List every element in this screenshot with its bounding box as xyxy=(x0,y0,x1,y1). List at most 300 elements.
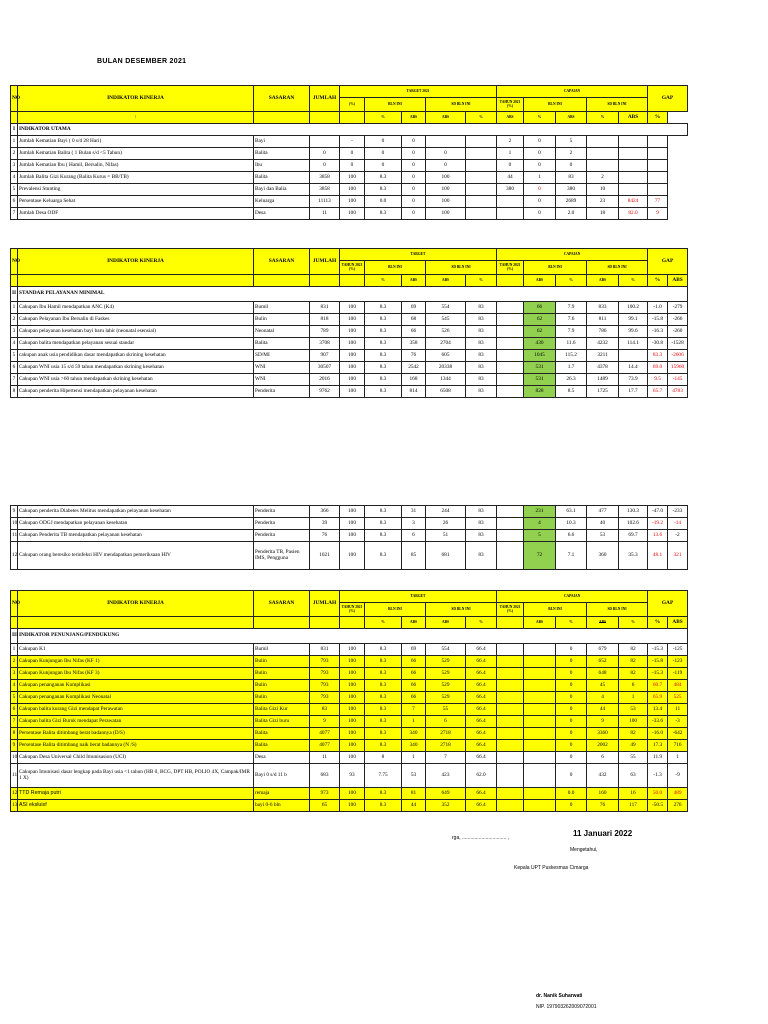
cell-0: 6 xyxy=(11,196,18,208)
cell-13: 114.1 xyxy=(619,338,648,350)
cell-10 xyxy=(524,752,556,764)
cell-7: 2718 xyxy=(426,728,466,740)
hdr-jumlah: JUMLAH xyxy=(310,86,340,112)
cell-3: 831 xyxy=(310,644,340,656)
cell-9 xyxy=(497,196,524,208)
mengetahui-label: Mengetahui, xyxy=(570,847,598,853)
cell-4: 100 xyxy=(340,752,365,764)
cell-2: Bumil xyxy=(254,302,310,314)
cell-7: 352 xyxy=(426,800,466,812)
cell-1: TTD Remaja putri xyxy=(18,788,254,800)
hdr-gap-abs: ABS xyxy=(619,112,648,124)
cell-15: 11 xyxy=(668,704,688,716)
cell-10: 1045 xyxy=(524,350,556,362)
cell-7: 529 xyxy=(426,656,466,668)
cell-0: 7 xyxy=(11,208,18,220)
cell-11: 83 xyxy=(556,172,587,184)
cell-5: 8.3 xyxy=(365,692,402,704)
cell-13: 63 xyxy=(619,764,648,788)
cell-15: -123 xyxy=(668,656,688,668)
cell-7: 0 xyxy=(426,160,466,172)
hdr-jumlah: JUMLAH xyxy=(310,591,340,617)
cell-9 xyxy=(497,728,524,740)
kepala-label: Kepala UPT Puskesmas Cimarga xyxy=(514,865,589,871)
cell-15: -125 xyxy=(668,644,688,656)
cell-11: 0 xyxy=(556,644,587,656)
cell-8: 83 xyxy=(466,518,497,530)
cell-1: Cakupan Ibu Hamil mendapatkan ANC (K4) xyxy=(18,302,254,314)
cell-0: 4 xyxy=(11,338,18,350)
cell-10 xyxy=(524,716,556,728)
hdr-sub-abs4: ABS xyxy=(556,112,587,124)
cell-5: 8.3 xyxy=(365,518,402,530)
hdr-sd-bln-ini: SD BLN INI xyxy=(426,603,497,617)
cell-8: 83 xyxy=(466,506,497,518)
cell-10 xyxy=(524,764,556,788)
hdr-indikator: INDIKATOR KINERJA xyxy=(18,591,254,617)
hdr-sub-abs3: ABS xyxy=(524,617,556,629)
hdr-gap-abs: ABS xyxy=(668,617,688,629)
cell-11: 0 xyxy=(556,752,587,764)
cell-13: 82 xyxy=(619,656,648,668)
cell-3: 39 xyxy=(310,518,340,530)
cell-15: -119 xyxy=(668,668,688,680)
cell-4: 100 xyxy=(340,704,365,716)
cell-6: 85 xyxy=(402,542,426,570)
cell-11: 26.3 xyxy=(556,374,587,386)
cell-9 xyxy=(497,704,524,716)
cell-4: 100 xyxy=(340,326,365,338)
table-row xyxy=(11,668,688,680)
cell-6: 31 xyxy=(402,506,426,518)
cell-11: 5 xyxy=(556,136,587,148)
cell-10: 0 xyxy=(524,148,556,160)
report-month-title: BULAN DESEMBER 2021 xyxy=(97,58,187,65)
hdr-no: NO xyxy=(11,249,18,275)
cell-13: 100.2 xyxy=(619,302,648,314)
cell-5: 8.3 xyxy=(365,656,402,668)
cell-5: 8.3 xyxy=(365,302,402,314)
cell-13: 53 xyxy=(619,704,648,716)
table-row xyxy=(11,160,688,172)
cell-7: 649 xyxy=(426,788,466,800)
cell-5: 8.3 xyxy=(365,716,402,728)
cell-14: 9.5 xyxy=(648,374,668,386)
cell-11: 2689 xyxy=(556,196,587,208)
cell-5: 8.3 xyxy=(365,668,402,680)
cell-8: 83 xyxy=(466,362,497,374)
cell-10: 5 xyxy=(524,530,556,542)
cell-5: 8.3 xyxy=(365,314,402,326)
cell-13 xyxy=(619,148,648,160)
cell-1: Cakupan Kunjungan Ibu Nifas (KF 1) xyxy=(18,656,254,668)
hdr-tahun-cap: TAHUN 2021 (%) xyxy=(497,261,524,275)
cell-0: 9 xyxy=(11,506,18,518)
cell-2: Balita xyxy=(254,728,310,740)
cell-2: Keluarga xyxy=(254,196,310,208)
cell-14: -47.0 xyxy=(648,506,668,518)
cell-7: 545 xyxy=(426,314,466,326)
cell-14: 11.9 xyxy=(648,752,668,764)
cell-8: 66.4 xyxy=(466,788,497,800)
cell-8 xyxy=(466,136,497,148)
section-title: INDIKATOR UTAMA xyxy=(18,124,688,136)
cell-15: -1528 xyxy=(668,338,688,350)
cell-8 xyxy=(466,196,497,208)
cell-9 xyxy=(497,374,524,386)
hdr-sub-abs4: ABS xyxy=(587,275,619,287)
cell-9 xyxy=(497,314,524,326)
hdr-sd-bln-ini: SD BLN INI xyxy=(426,261,497,275)
cell-8 xyxy=(466,172,497,184)
cell-9 xyxy=(497,326,524,338)
cell-7: 2718 xyxy=(426,740,466,752)
cell-2: Neonatal xyxy=(254,326,310,338)
cell-7: 554 xyxy=(426,644,466,656)
cell-5: 8.3 xyxy=(365,800,402,812)
cell-9 xyxy=(497,788,524,800)
cell-13: 73.9 xyxy=(619,374,648,386)
table-row xyxy=(11,302,688,314)
cell-4: 100 xyxy=(340,314,365,326)
cell-13: 117 xyxy=(619,800,648,812)
cell-14: 48.1 xyxy=(648,542,668,570)
cell-5: 7.75 xyxy=(365,764,402,788)
cell-13: 130.3 xyxy=(619,506,648,518)
table-row xyxy=(11,542,688,570)
cell-3: 973 xyxy=(310,788,340,800)
cell-3: 4077 xyxy=(310,740,340,752)
cell-9 xyxy=(497,530,524,542)
cell-11: 0 xyxy=(556,656,587,668)
cell-8: 83 xyxy=(466,302,497,314)
cell-10: 66 xyxy=(524,302,556,314)
cell-8: 83 xyxy=(466,530,497,542)
cell-3: 0 xyxy=(310,148,340,160)
cell-10 xyxy=(524,656,556,668)
cell-9 xyxy=(497,350,524,362)
hdr-sub-abs: ABS xyxy=(402,112,426,124)
cell-1: Persentase Balita ditimbang berat badannya (D/S) xyxy=(18,728,254,740)
cell-11: 2 xyxy=(556,148,587,160)
cell-13: 82 xyxy=(619,668,648,680)
cell-13: 82.0 xyxy=(619,208,648,220)
cell-12: 76 xyxy=(587,800,619,812)
cell-4: 100 xyxy=(340,668,365,680)
cell-3: 793 xyxy=(310,680,340,692)
table-row xyxy=(11,196,688,208)
hdr-gap-pct: % xyxy=(648,275,668,287)
table-spm-continued xyxy=(10,505,688,570)
cell-0: 5 xyxy=(11,184,18,196)
cell-15: 484 xyxy=(668,680,688,692)
cell-4: 0 xyxy=(340,160,365,172)
cell-11: 7.9 xyxy=(556,302,587,314)
cell-2: Balita Gizi Kur xyxy=(254,704,310,716)
cell-12: 9 xyxy=(587,716,619,728)
cell-0: 10 xyxy=(11,752,18,764)
cell-14: -15.8 xyxy=(648,314,668,326)
hdr-tahun-cap: TAHUN 2021 (%) xyxy=(497,603,524,617)
cell-7: 529 xyxy=(426,668,466,680)
cell-0: 2 xyxy=(11,656,18,668)
cell-11: 0 xyxy=(556,740,587,752)
table-row xyxy=(11,386,688,398)
cell-8: 62.0 xyxy=(466,764,497,788)
cell-14: -15.3 xyxy=(648,668,668,680)
cell-15: 716 xyxy=(668,740,688,752)
cell-13: 14.4 xyxy=(619,362,648,374)
table-row xyxy=(11,680,688,692)
cell-4: 100 xyxy=(340,740,365,752)
cell-14: 65.7 xyxy=(648,386,668,398)
cell-12: 833 xyxy=(587,302,619,314)
hdr-bln-ini: BLN INI xyxy=(365,261,426,275)
cell-4: 100 xyxy=(340,302,365,314)
place-line: rga, ................................ , xyxy=(452,835,510,841)
cell-3: 3708 xyxy=(310,338,340,350)
table-row xyxy=(11,338,688,350)
table-row xyxy=(11,788,688,800)
signer-name: dr. Nanik Suharwati xyxy=(536,993,583,999)
cell-8: 66.4 xyxy=(466,800,497,812)
cell-9 xyxy=(497,800,524,812)
cell-12: 811 xyxy=(587,314,619,326)
cell-0: 1 xyxy=(11,136,18,148)
hdr-sub-pct2: % xyxy=(466,275,497,287)
cell-7: 423 xyxy=(426,764,466,788)
cell-0: 5 xyxy=(11,692,18,704)
cell-15: 15960 xyxy=(668,362,688,374)
cell-3: 818 xyxy=(310,314,340,326)
cell-12: 160 xyxy=(587,788,619,800)
cell-14: 77 xyxy=(648,196,668,208)
cell-15: 4783 xyxy=(668,386,688,398)
cell-1: Persentase Keluarga Sehat xyxy=(18,196,254,208)
cell-0: 9 xyxy=(11,740,18,752)
cell-15: -279 xyxy=(668,302,688,314)
cell-14: 69.0 xyxy=(648,362,668,374)
cell-7: 100 xyxy=(426,196,466,208)
cell-1: Cakupan Desa Universal Child Imunisasion (UCI) xyxy=(18,752,254,764)
cell-6: 340 xyxy=(402,740,426,752)
cell-4: 100 xyxy=(340,338,365,350)
cell-9: 2 xyxy=(497,136,524,148)
cell-11: 2.0 xyxy=(556,208,587,220)
cell-10: 62 xyxy=(524,314,556,326)
cell-1: cakupan anak usia pendidikan dasar mendapatkan skrining kesehatan xyxy=(18,350,254,362)
cell-10 xyxy=(524,692,556,704)
hdr-tahun: TAHUN 2021 (%) xyxy=(497,98,524,112)
cell-14: 60.7 xyxy=(648,680,668,692)
cell-6: 0 xyxy=(402,172,426,184)
cell-3: 76 xyxy=(310,530,340,542)
cell-1: Cakupan balita mendapatkan pelayanan sesuai standar xyxy=(18,338,254,350)
cell-9 xyxy=(497,644,524,656)
table-row xyxy=(11,350,688,362)
cell-11: 0 xyxy=(556,716,587,728)
cell-12: 477 xyxy=(587,506,619,518)
cell-14: -33.6 xyxy=(648,716,668,728)
cell-15: -260 xyxy=(668,326,688,338)
cell-3: 683 xyxy=(310,764,340,788)
cell-2: Penderita xyxy=(254,386,310,398)
section-number: I xyxy=(11,124,18,136)
cell-0: 6 xyxy=(11,362,18,374)
cell-2: Bumil xyxy=(254,644,310,656)
cell-1: Cakupan pelayanan kesehatan bayi baru lahir (neonatal esensial) xyxy=(18,326,254,338)
cell-5: 8.3 xyxy=(365,326,402,338)
hdr-slash: \ xyxy=(18,112,254,124)
cell-6: 340 xyxy=(402,728,426,740)
cell-7: 26 xyxy=(426,518,466,530)
cell-8 xyxy=(466,148,497,160)
cell-15: 1 xyxy=(668,752,688,764)
cell-10: 0 xyxy=(524,184,556,196)
cell-5: 8.3 xyxy=(365,506,402,518)
hdr-gap: GAP xyxy=(648,249,688,275)
cell-7: 554 xyxy=(426,302,466,314)
cell-13: 82 xyxy=(619,728,648,740)
table-row xyxy=(11,326,688,338)
cell-3: 366 xyxy=(310,506,340,518)
cell-10: 531 xyxy=(524,362,556,374)
cell-3: 793 xyxy=(310,668,340,680)
cell-13: 99.6 xyxy=(619,326,648,338)
cell-14: -50.5 xyxy=(648,800,668,812)
cell-12: 18 xyxy=(587,208,619,220)
cell-2: Bayi xyxy=(254,136,310,148)
cell-5: 0 xyxy=(365,160,402,172)
cell-12: 44 xyxy=(587,704,619,716)
cell-3: 11 xyxy=(310,208,340,220)
cell-2: Bayi 0 s/d 11 b xyxy=(254,764,310,788)
cell-9 xyxy=(497,692,524,704)
cell-9: 1 xyxy=(497,148,524,160)
cell-0: 4 xyxy=(11,172,18,184)
cell-6: 69 xyxy=(402,644,426,656)
hdr-cap-bln: BLN INI xyxy=(524,603,587,617)
table-row xyxy=(11,800,688,812)
cell-3 xyxy=(310,136,340,148)
cell-7: 605 xyxy=(426,350,466,362)
hdr-sub-abs3: ABS xyxy=(524,275,556,287)
cell-3: 11 xyxy=(310,752,340,764)
cell-8: 66.4 xyxy=(466,716,497,728)
cell-5: 8.3 xyxy=(365,338,402,350)
cell-13: 99.1 xyxy=(619,314,648,326)
cell-6: 168 xyxy=(402,374,426,386)
cell-2: Penderita TB, Pasien IMS, Pengguna xyxy=(254,542,310,570)
cell-4: 100 xyxy=(340,518,365,530)
cell-9 xyxy=(497,302,524,314)
cell-0: 13 xyxy=(11,800,18,812)
hdr-sub-abs2: ABS xyxy=(426,617,466,629)
cell-1: ASI eksluisf xyxy=(18,800,254,812)
cell-7: 20338 xyxy=(426,362,466,374)
cell-15: -14 xyxy=(668,518,688,530)
cell-3: 793 xyxy=(310,656,340,668)
cell-3: 30507 xyxy=(310,362,340,374)
hdr-sub-pct3: % xyxy=(556,275,587,287)
cell-12: 45 xyxy=(587,680,619,692)
cell-0: 7 xyxy=(11,716,18,728)
cell-12: 3211 xyxy=(587,350,619,362)
cell-14: 83.3 xyxy=(648,350,668,362)
table-row xyxy=(11,656,688,668)
hdr-target: TARGET xyxy=(340,249,497,261)
cell-4: 100 xyxy=(340,680,365,692)
cell-1: Cakupan penderita Hipertensi mendapatkan pelayanan kesehatan xyxy=(18,386,254,398)
cell-5: 8.3 xyxy=(365,374,402,386)
table-row xyxy=(11,530,688,542)
cell-14 xyxy=(648,184,668,196)
cell-2: Desa xyxy=(254,752,310,764)
cell-12: 679 xyxy=(587,644,619,656)
cell-4: 100 xyxy=(340,644,365,656)
cell-14: -15.8 xyxy=(648,656,668,668)
cell-15: 321 xyxy=(668,542,688,570)
cell-10: 0 xyxy=(524,160,556,172)
cell-5: 8 xyxy=(365,752,402,764)
cell-14: -19.2 xyxy=(648,518,668,530)
cell-1: Cakupan Imunisasi dasar lengkap pada Bayi usia <1 tahun (HB 0, BCG, DPT HB, POLIO 4X, Campak/IMR 1 X) xyxy=(18,764,254,788)
cell-11: 0 xyxy=(556,800,587,812)
cell-9 xyxy=(497,656,524,668)
hdr-sub-abs3: ABS xyxy=(497,112,524,124)
cell-2: bayi 0-6 bln xyxy=(254,800,310,812)
cell-5: 8.3 xyxy=(365,728,402,740)
cell-13 xyxy=(619,160,648,172)
cell-0: 6 xyxy=(11,704,18,716)
cell-6: 68 xyxy=(402,314,426,326)
cell-14 xyxy=(648,160,668,172)
cell-2: Bayi dan Balia xyxy=(254,184,310,196)
cell-12: 360 xyxy=(587,542,619,570)
cell-8: 66.4 xyxy=(466,752,497,764)
cell-1: Cakupan Pelayanan Ibu Bersalin di Faskes xyxy=(18,314,254,326)
cell-12: 6 xyxy=(587,752,619,764)
cell-10: 531 xyxy=(524,374,556,386)
cell-1: Cakupan penderita Diabetes Melitus mendapatkan pelayanan kesehatan xyxy=(18,506,254,518)
cell-7: 2704 xyxy=(426,338,466,350)
signer-nip: NIP. 197903262009072001 xyxy=(536,1004,597,1010)
cell-14: -16.3 xyxy=(648,326,668,338)
table-indikator-utama xyxy=(10,85,688,220)
section-2-rows-continued xyxy=(11,506,688,570)
cell-1: Cakupan Penderita TB mendapatkan pelayanan kesehatan xyxy=(18,530,254,542)
cell-9 xyxy=(497,542,524,570)
hdr-tahun: TAHUN 2021 (%) xyxy=(340,603,365,617)
cell-0: 1 xyxy=(11,644,18,656)
cell-2: Balita xyxy=(254,172,310,184)
hdr-gap-abs: ABS xyxy=(668,275,688,287)
cell-12: 4 xyxy=(587,692,619,704)
cell-3: 0 xyxy=(310,160,340,172)
section-number: III xyxy=(11,629,18,644)
cell-1: Cakupan WNI usia 15 s/d 59 tahun mendapatkan skrining kesehatan xyxy=(18,362,254,374)
cell-3: 83 xyxy=(310,704,340,716)
table-row xyxy=(11,374,688,386)
hdr-gap-pct: % xyxy=(648,617,668,629)
cell-2: Bulin xyxy=(254,680,310,692)
hdr-sasaran: SASARAN xyxy=(254,86,310,112)
cell-4: 100 xyxy=(340,800,365,812)
cell-14 xyxy=(648,136,668,148)
cell-5: 8.3 xyxy=(365,542,402,570)
cell-12: 10 xyxy=(587,184,619,196)
cell-8: 66.4 xyxy=(466,692,497,704)
